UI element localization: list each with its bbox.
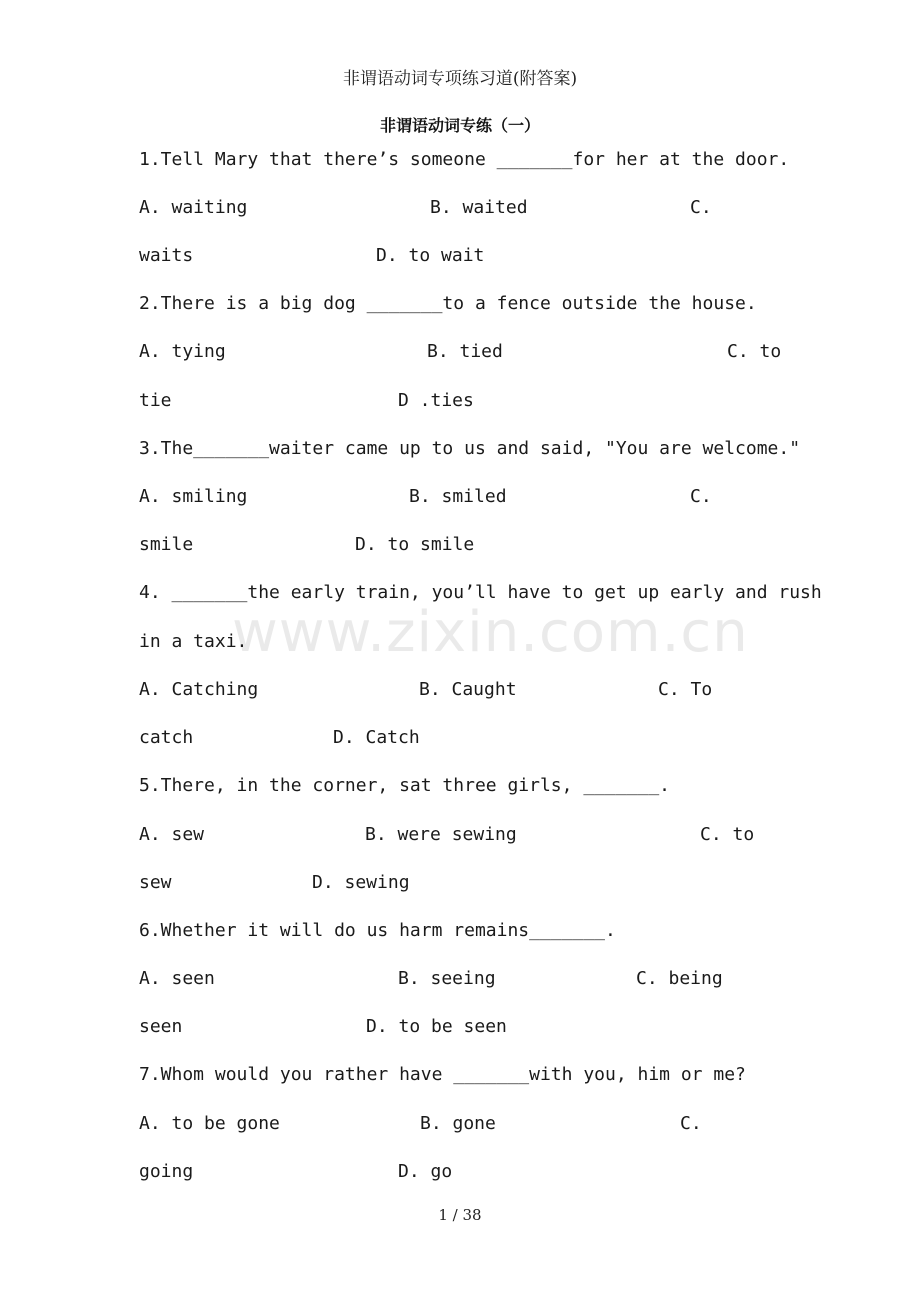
document-header: 非谓语动词专项练习道(附答案) [342, 69, 578, 89]
question-5-option-c-cont: sew [139, 872, 172, 893]
question-6-option-d: D. to be seen [366, 1016, 507, 1037]
question-6-stem: 6.Whether it will do us harm remains_______. [139, 920, 616, 941]
question-4-option-a: A. Catching [139, 679, 259, 700]
question-2-stem: 2.There is a big dog _______to a fence outside the house. [139, 293, 757, 314]
page-number: 1 / 38 [438, 1206, 482, 1224]
question-6-option-a: A. seen [139, 968, 215, 989]
question-7-option-c: C. [680, 1113, 702, 1134]
question-4-option-c: C. To [658, 679, 713, 700]
question-1-option-c: C. [690, 197, 712, 218]
question-7-option-b: B. gone [420, 1113, 496, 1134]
question-4-stem: 4. _______the early train, you’ll have to get up early and rush [139, 582, 822, 603]
watermark: www.zixin.com.cn [232, 600, 749, 665]
question-5-option-b: B. were sewing [365, 824, 517, 845]
question-3-option-c: C. [690, 486, 712, 507]
question-3-option-b: B. smiled [409, 486, 507, 507]
section-title: 非谓语动词专练（一） [379, 116, 540, 135]
question-1-option-c-cont: waits [139, 245, 194, 266]
question-4-option-d: D. Catch [333, 727, 420, 748]
question-5-option-a: A. sew [139, 824, 205, 845]
question-7-stem: 7.Whom would you rather have _______with you, him or me? [139, 1064, 746, 1085]
question-1-stem: 1.Tell Mary that there’s someone _______for her at the door. [139, 149, 790, 170]
question-5-stem: 5.There, in the corner, sat three girls, _______. [139, 775, 671, 796]
question-2-option-c: C. to [727, 341, 782, 362]
question-6-option-b: B. seeing [398, 968, 496, 989]
question-5-option-d: D. sewing [312, 872, 410, 893]
question-3-option-c-cont: smile [139, 534, 194, 555]
question-1-option-d: D. to wait [376, 245, 485, 266]
question-6-option-c: C. being [636, 968, 723, 989]
question-2-option-a: A. tying [139, 341, 226, 362]
question-2-option-c-cont: tie [139, 390, 172, 411]
question-2-option-b: B. tied [427, 341, 503, 362]
question-3-stem: 3.The_______waiter came up to us and said, "You are welcome." [139, 438, 801, 459]
question-3-option-d: D. to smile [355, 534, 475, 555]
question-7-option-d: D. go [398, 1161, 453, 1182]
question-3-option-a: A. smiling [139, 486, 248, 507]
question-4-option-b: B. Caught [419, 679, 517, 700]
question-5-option-c: C. to [700, 824, 755, 845]
question-7-option-a: A. to be gone [139, 1113, 280, 1134]
question-7-option-c-cont: going [139, 1161, 194, 1182]
question-4-option-c-cont: catch [139, 727, 194, 748]
question-1-option-a: A. waiting [139, 197, 248, 218]
question-6-option-c-cont: seen [139, 1016, 183, 1037]
question-4-stem-cont: in a taxi. [139, 631, 248, 652]
question-2-option-d: D .ties [398, 390, 474, 411]
question-1-option-b: B. waited [430, 197, 528, 218]
